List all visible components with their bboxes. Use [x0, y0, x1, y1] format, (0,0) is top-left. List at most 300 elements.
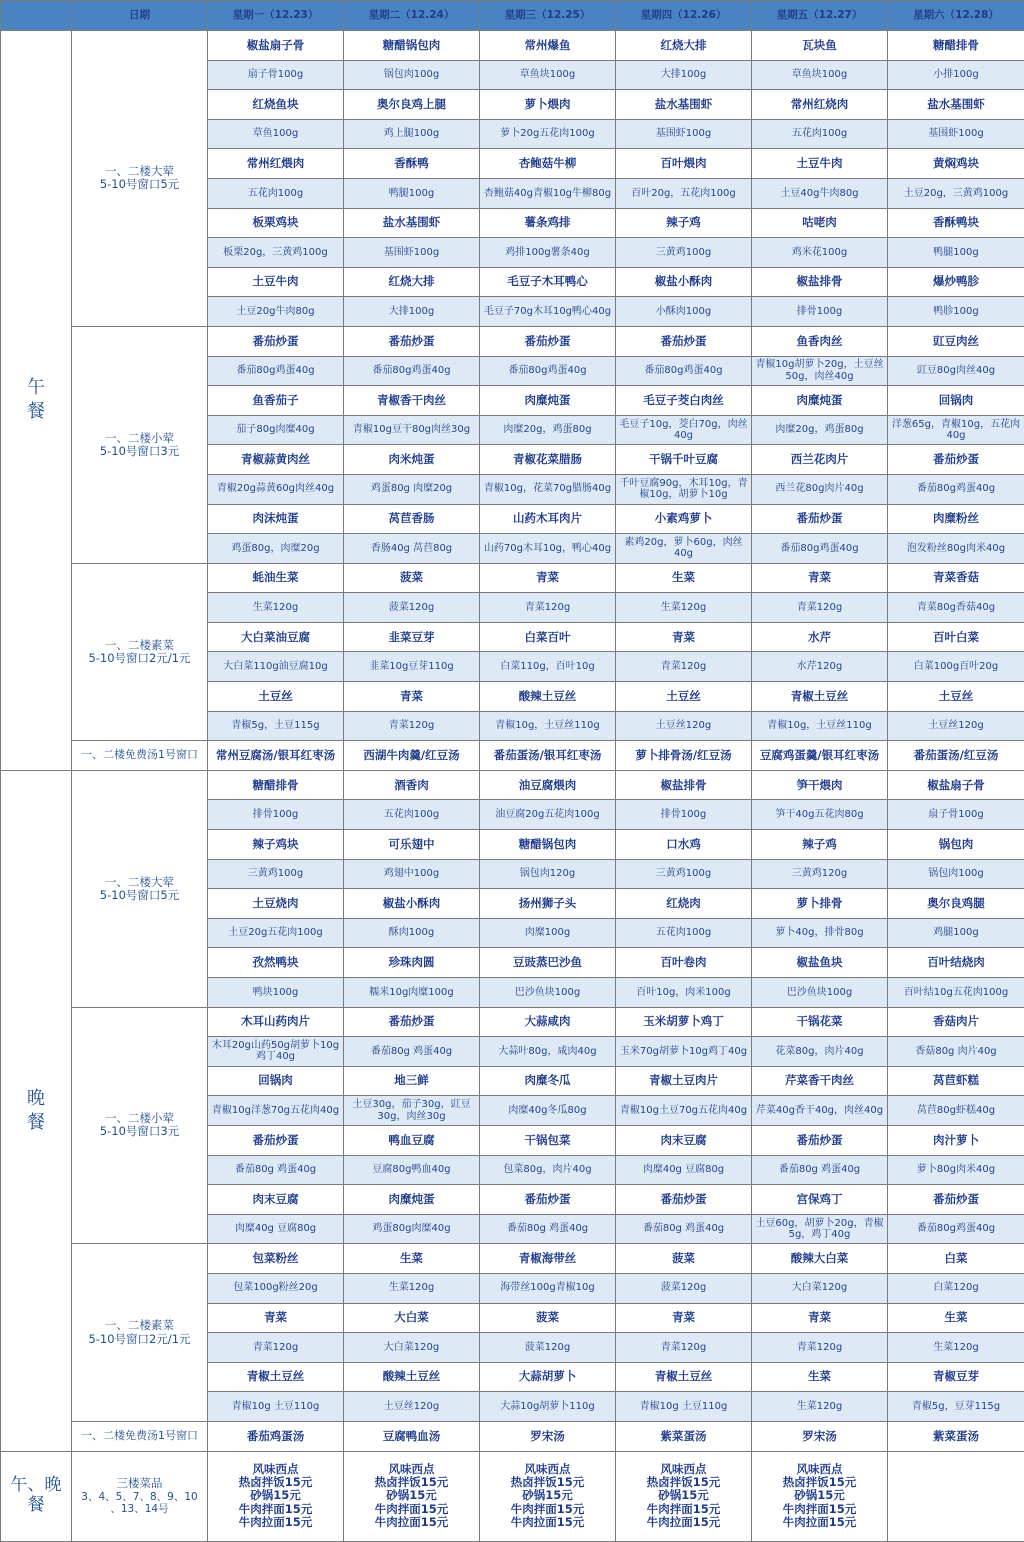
dish-name: 肉糜粉丝: [888, 504, 1024, 534]
soup-category: 一、二楼免费汤1号窗口: [72, 1421, 208, 1451]
dish-ingredients: 草鱼100g: [208, 119, 344, 149]
dish-name: 青菜: [752, 563, 888, 593]
dish-ingredients: 基围虾100g: [344, 238, 480, 268]
third-floor-item: 牛肉拌面15元: [208, 1503, 343, 1516]
dish-name: 椒盐鱼块: [752, 948, 888, 978]
dish-ingredients: 五花肉100g: [752, 119, 888, 149]
dish-name: 番茄炒蛋: [616, 326, 752, 356]
third-floor-item: 风味西点: [480, 1463, 615, 1476]
dish-ingredients: 香肠40g 莴苣80g: [344, 534, 480, 564]
dish-ingredients: 青菜120g: [208, 1333, 344, 1363]
dish-name: 油豆腐煨肉: [480, 770, 616, 800]
dish-name: 回锅肉: [888, 386, 1024, 416]
dish-name: 菠菜: [616, 1244, 752, 1274]
dish-ingredients: 青椒20g蒜黄60g肉丝40g: [208, 474, 344, 504]
dish-ingredients: 白菜120g: [888, 1273, 1024, 1303]
dish-ingredients: 花菜80g，肉片40g: [752, 1037, 888, 1067]
dish-name: 干锅花菜: [752, 1007, 888, 1037]
dish-name: 瓦块鱼: [752, 31, 888, 61]
dish-name: 可乐翅中: [344, 830, 480, 860]
dish-ingredients: 土豆60g，胡萝卜20g，青椒5g，鸡丁40g: [752, 1214, 888, 1244]
dish-ingredients: 笋干40g五花肉80g: [752, 800, 888, 830]
dish-name: 椒盐扇子骨: [208, 31, 344, 61]
dish-ingredients: 番茄80g鸡蛋40g: [888, 1214, 1024, 1244]
dish-ingredients: 生菜120g: [208, 593, 344, 623]
dish-ingredients: 排骨100g: [208, 800, 344, 830]
soup-item: 罗宋汤: [752, 1421, 888, 1451]
dish-name: 毛豆子茭白肉丝: [616, 386, 752, 416]
dish-name: 青椒豆芽: [888, 1362, 1024, 1392]
dish-ingredients: 百叶20g，五花肉100g: [616, 178, 752, 208]
dish-ingredients: 青菜120g: [480, 593, 616, 623]
dish-ingredients: 西兰花80g肉片40g: [752, 474, 888, 504]
third-floor-item: 牛肉拉面15元: [208, 1516, 343, 1529]
dish-name: 肉糜炖蛋: [480, 386, 616, 416]
dish-ingredients: 青菜120g: [344, 711, 480, 741]
dish-name: 青椒花菜腊肠: [480, 445, 616, 475]
dish-name: 蚝油生菜: [208, 563, 344, 593]
dish-ingredients: 百叶结10g五花肉100g: [888, 978, 1024, 1008]
day-header: 星期五（12.27）: [752, 1, 888, 31]
dish-ingredients: 菠菜120g: [616, 1273, 752, 1303]
dish-name: 莴苣虾糕: [888, 1066, 1024, 1096]
dish-ingredients: 扇子骨100g: [208, 60, 344, 90]
menu-body: [1, 31, 1024, 1542]
dish-ingredients: 青菜120g: [752, 1333, 888, 1363]
dish-ingredients: 青椒10g土豆70g五花肉40g: [616, 1096, 752, 1126]
dish-name: 青椒土豆肉片: [616, 1066, 752, 1096]
dish-ingredients: 番茄80g 鸡蛋40g: [208, 1155, 344, 1185]
dish-name: 肉汁萝卜: [888, 1125, 1024, 1155]
dish-name: 青椒土豆丝: [208, 1362, 344, 1392]
third-floor-item: 风味西点: [208, 1463, 343, 1476]
dish-ingredients: 锅包肉120g: [480, 859, 616, 889]
dish-name: 辣子鸡: [616, 208, 752, 238]
dish-ingredients: 锅包肉100g: [888, 859, 1024, 889]
dish-ingredients: 青菜120g: [616, 1333, 752, 1363]
dish-ingredients: 韭菜10g豆芽110g: [344, 652, 480, 682]
day-header: 星期四（12.26）: [616, 1, 752, 31]
dish-ingredients: 番茄80g鸡蛋40g: [752, 534, 888, 564]
third-floor-category-line: 、13、14号: [72, 1503, 207, 1515]
both-label-line: 午、晚: [1, 1476, 71, 1496]
dish-name: 白菜百叶: [480, 622, 616, 652]
third-floor-category-line: 三楼菜品: [72, 1477, 207, 1490]
dish-name: 水芹: [752, 622, 888, 652]
dish-name: 青椒香干肉丝: [344, 386, 480, 416]
dish-name: 糖醋排骨: [208, 770, 344, 800]
dish-name: 爆炒鸭胗: [888, 267, 1024, 297]
dish-name: 红烧大排: [344, 267, 480, 297]
dish-name: 玉米胡萝卜鸡丁: [616, 1007, 752, 1037]
third-floor-item: 热卤拌饭15元: [208, 1476, 343, 1489]
dish-ingredients: 青椒10g胡萝卜20g，土豆丝50g，肉丝40g: [752, 356, 888, 386]
category-cell: [72, 31, 208, 327]
dish-ingredients: 油豆腐20g五花肉100g: [480, 800, 616, 830]
dish-ingredients: 土豆丝120g: [616, 711, 752, 741]
third-floor-item: 风味西点: [616, 1463, 751, 1476]
dish-ingredients: 排骨100g: [616, 800, 752, 830]
dish-ingredients: 鸭腿100g: [888, 238, 1024, 268]
dish-name: 奥尔良鸡上腿: [344, 90, 480, 120]
dish-ingredients: 土豆20g牛肉80g: [208, 297, 344, 327]
dish-name: 百叶白菜: [888, 622, 1024, 652]
dish-ingredients: 青椒10g，花菜70g腊肠40g: [480, 474, 616, 504]
dish-name: 肉末豆腐: [616, 1125, 752, 1155]
dish-ingredients: 肉糜40g 豆腐80g: [208, 1214, 344, 1244]
dish-ingredients: 鸭块100g: [208, 978, 344, 1008]
dish-name: 糖醋锅包肉: [480, 830, 616, 860]
dish-name: 肉糜冬瓜: [480, 1066, 616, 1096]
dish-name: 盐水基围虾: [616, 90, 752, 120]
date-header: 日期: [72, 1, 208, 31]
dish-name: 大白菜油豆腐: [208, 622, 344, 652]
dish-name: 生菜: [616, 563, 752, 593]
dish-ingredients: 山药70g木耳10g，鸭心40g: [480, 534, 616, 564]
soup-item: 萝卜排骨汤/红豆汤: [616, 741, 752, 771]
dish-ingredients: 基围虾100g: [888, 119, 1024, 149]
dish-ingredients: 巴沙鱼块100g: [752, 978, 888, 1008]
dish-name: 青菜: [208, 1303, 344, 1333]
dish-row: [1, 31, 1024, 61]
dish-row: [1, 1244, 1024, 1274]
third-floor-items: [344, 1451, 480, 1541]
dish-name: 菠菜: [344, 563, 480, 593]
dish-ingredients: 生菜120g: [888, 1333, 1024, 1363]
dish-ingredients: 茄子80g肉糜40g: [208, 415, 344, 445]
dish-ingredients: 青椒10g 土豆110g: [616, 1392, 752, 1422]
dish-ingredients: 生菜120g: [752, 1392, 888, 1422]
empty-cell: [888, 1451, 1024, 1541]
dish-ingredients: 三黄鸡100g: [208, 859, 344, 889]
dish-ingredients: 莴苣80g虾糕40g: [888, 1096, 1024, 1126]
dish-name: 番茄炒蛋: [888, 445, 1024, 475]
dish-ingredients: 小酥肉100g: [616, 297, 752, 327]
soup-item: 番茄鸡蛋汤: [208, 1421, 344, 1451]
dish-ingredients: 番茄80g鸡蛋40g: [480, 356, 616, 386]
dish-ingredients: 五花肉100g: [616, 918, 752, 948]
meal-label-text: 晚餐: [24, 1087, 48, 1135]
dish-ingredients: 豆腐80g鸭血40g: [344, 1155, 480, 1185]
dish-ingredients: 鸡翅中100g: [344, 859, 480, 889]
third-floor-item: 砂锅15元: [480, 1489, 615, 1502]
dish-ingredients: 土豆丝120g: [344, 1392, 480, 1422]
dish-ingredients: 大蒜叶80g，咸肉40g: [480, 1037, 616, 1067]
dish-ingredients: 大白菜120g: [344, 1333, 480, 1363]
dish-ingredients: 巴沙鱼块100g: [480, 978, 616, 1008]
soup-row: [1, 1421, 1024, 1451]
third-floor-item: 热卤拌饭15元: [344, 1476, 479, 1489]
soup-item: 紫菜蛋汤: [888, 1421, 1024, 1451]
dish-name: 番茄炒蛋: [344, 326, 480, 356]
dish-name: 大白菜: [344, 1303, 480, 1333]
dish-ingredients: 杏鲍菇40g青椒10g牛柳80g: [480, 178, 616, 208]
dish-ingredients: 毛豆子70g木耳10g鸭心40g: [480, 297, 616, 327]
dish-name: 青菜: [344, 682, 480, 712]
dish-ingredients: 青椒10g洋葱70g五花肉40g: [208, 1096, 344, 1126]
dish-ingredients: 芹菜40g香干40g，肉丝40g: [752, 1096, 888, 1126]
dish-name: 肉末豆腐: [208, 1185, 344, 1215]
dish-name: 锅包肉: [888, 830, 1024, 860]
third-floor-items: [616, 1451, 752, 1541]
dish-name: 糖醋锅包肉: [344, 31, 480, 61]
category-line: 5-10号窗口5元: [72, 178, 207, 191]
dish-name: 百叶卷肉: [616, 948, 752, 978]
category-cell: [72, 1244, 208, 1422]
third-floor-item: 牛肉拉面15元: [344, 1516, 479, 1529]
soup-item: 番茄蛋汤/银耳红枣汤: [480, 741, 616, 771]
dish-ingredients: 土豆丝120g: [888, 711, 1024, 741]
dish-name: 回锅肉: [208, 1066, 344, 1096]
dish-name: 土豆牛肉: [208, 267, 344, 297]
dish-ingredients: 萝卜80g肉米40g: [888, 1155, 1024, 1185]
dish-name: 板栗鸡块: [208, 208, 344, 238]
category-cell: [72, 770, 208, 1007]
third-floor-item: 牛肉拌面15元: [480, 1503, 615, 1516]
dish-name: 椒盐排骨: [616, 770, 752, 800]
dish-ingredients: 鸡排100g薯条40g: [480, 238, 616, 268]
third-floor-item: 牛肉拉面15元: [480, 1516, 615, 1529]
dish-ingredients: 洋葱65g，青椒10g，五花肉40g: [888, 415, 1024, 445]
dish-ingredients: 鸡腿100g: [888, 918, 1024, 948]
third-floor-items: [752, 1451, 888, 1541]
soup-item: 罗宋汤: [480, 1421, 616, 1451]
third-floor-item: 砂锅15元: [616, 1489, 751, 1502]
category-cell: [72, 1007, 208, 1244]
dish-name: 盐水基围虾: [888, 90, 1024, 120]
dish-row: [1, 1007, 1024, 1037]
dish-ingredients: 菠菜120g: [344, 593, 480, 623]
dish-name: 番茄炒蛋: [752, 1125, 888, 1155]
dish-name: 大蒜胡萝卜: [480, 1362, 616, 1392]
dish-ingredients: 番茄80g 鸡蛋40g: [616, 1214, 752, 1244]
dish-name: 香菇肉片: [888, 1007, 1024, 1037]
dish-ingredients: 土豆30g，茄子30g，豇豆30g，肉丝30g: [344, 1096, 480, 1126]
dish-name: 辣子鸡: [752, 830, 888, 860]
dish-name: 珍珠肉圆: [344, 948, 480, 978]
category-line: 5-10号窗口3元: [72, 1125, 207, 1138]
dish-name: 香酥鸭: [344, 149, 480, 179]
dish-ingredients: 糯米10g肉糜100g: [344, 978, 480, 1008]
dish-name: 豇豆肉丝: [888, 326, 1024, 356]
dish-ingredients: 包菜100g粉丝20g: [208, 1273, 344, 1303]
dish-name: 扬州狮子头: [480, 889, 616, 919]
dish-ingredients: 番茄80g 鸡蛋40g: [344, 1037, 480, 1067]
dish-name: 青椒海带丝: [480, 1244, 616, 1274]
dish-name: 土豆牛肉: [752, 149, 888, 179]
third-floor-item: 风味西点: [344, 1463, 479, 1476]
dish-row: [1, 326, 1024, 356]
dish-name: 干锅千叶豆腐: [616, 445, 752, 475]
dish-ingredients: 草鱼块100g: [480, 60, 616, 90]
dish-name: 青菜香菇: [888, 563, 1024, 593]
dish-ingredients: 肉糜40g 豆腐80g: [616, 1155, 752, 1185]
dish-ingredients: 肉糜100g: [480, 918, 616, 948]
dish-name: 常州红烧肉: [752, 90, 888, 120]
third-floor-item: 牛肉拉面15元: [616, 1516, 751, 1529]
dish-name: 生菜: [752, 1362, 888, 1392]
dish-name: 番茄炒蛋: [208, 1125, 344, 1155]
dish-ingredients: 泡发粉丝80g肉米40g: [888, 534, 1024, 564]
dish-name: 番茄炒蛋: [888, 1185, 1024, 1215]
dish-name: 毛豆子木耳鸭心: [480, 267, 616, 297]
dish-ingredients: 青椒10g 土豆110g: [208, 1392, 344, 1422]
corner-cell: [1, 1, 72, 31]
dish-ingredients: 素鸡20g，萝卜60g，肉丝40g: [616, 534, 752, 564]
dish-name: 芹菜香干肉丝: [752, 1066, 888, 1096]
dish-name: 肉沫炖蛋: [208, 504, 344, 534]
third-floor-item: 热卤拌饭15元: [616, 1476, 751, 1489]
dish-name: 常州红煨肉: [208, 149, 344, 179]
dish-ingredients: 萝卜40g，排骨80g: [752, 918, 888, 948]
both-label-line: 餐: [1, 1496, 71, 1516]
day-header: 星期二（12.24）: [344, 1, 480, 31]
dish-name: 酸辣土豆丝: [480, 682, 616, 712]
dish-ingredients: 白菜100g百叶20g: [888, 652, 1024, 682]
third-floor-item: 牛肉拉面15元: [752, 1516, 887, 1529]
dish-ingredients: 青椒5g，豆芽115g: [888, 1392, 1024, 1422]
dish-name: 孜然鸭块: [208, 948, 344, 978]
dish-name: 青椒土豆丝: [752, 682, 888, 712]
dish-name: 土豆丝: [208, 682, 344, 712]
dish-ingredients: 生菜120g: [344, 1273, 480, 1303]
category-line: 一、二楼小荤: [72, 432, 207, 445]
dish-ingredients: 包菜80g，肉片40g: [480, 1155, 616, 1185]
dish-ingredients: 酥肉100g: [344, 918, 480, 948]
dish-name: 木耳山药肉片: [208, 1007, 344, 1037]
dish-ingredients: 玉米70g胡萝卜10g鸡丁40g: [616, 1037, 752, 1067]
dish-row: [1, 563, 1024, 593]
dish-name: 豆豉蒸巴沙鱼: [480, 948, 616, 978]
dish-name: 莴苣香肠: [344, 504, 480, 534]
dish-name: 山药木耳肉片: [480, 504, 616, 534]
category-line: 5-10号窗口3元: [72, 445, 207, 458]
category-line: 一、二楼大荤: [72, 876, 207, 889]
dish-ingredients: 青椒10g，土豆丝110g: [752, 711, 888, 741]
dish-ingredients: 大白菜120g: [752, 1273, 888, 1303]
dish-ingredients: 排骨100g: [752, 297, 888, 327]
dish-name: 盐水基围虾: [344, 208, 480, 238]
dish-ingredients: 番茄80g鸡蛋40g: [344, 356, 480, 386]
category-line: 一、二楼素菜: [72, 1319, 207, 1332]
dish-name: 酒香肉: [344, 770, 480, 800]
dish-name: 辣子鸡块: [208, 830, 344, 860]
dish-name: 土豆丝: [616, 682, 752, 712]
dish-name: 生菜: [888, 1303, 1024, 1333]
third-floor-item: 牛肉拌面15元: [616, 1503, 751, 1516]
third-floor-item: 砂锅15元: [752, 1489, 887, 1502]
dish-ingredients: 青菜80g香菇40g: [888, 593, 1024, 623]
dish-ingredients: 土豆20g五花肉100g: [208, 918, 344, 948]
third-floor-category: [72, 1451, 208, 1541]
dish-ingredients: 番茄80g鸡蛋40g: [888, 474, 1024, 504]
dish-ingredients: 五花肉100g: [208, 178, 344, 208]
dish-name: 香酥鸭块: [888, 208, 1024, 238]
dish-name: 宫保鸡丁: [752, 1185, 888, 1215]
dish-name: 大蒜咸肉: [480, 1007, 616, 1037]
dish-ingredients: 大排100g: [344, 297, 480, 327]
dish-name: 肉糜炖蛋: [344, 1185, 480, 1215]
dish-name: 青菜: [616, 1303, 752, 1333]
dish-ingredients: 番茄80g 鸡蛋40g: [480, 1214, 616, 1244]
third-floor-item: 风味西点: [752, 1463, 887, 1476]
dish-ingredients: 番茄80g鸡蛋40g: [208, 356, 344, 386]
dish-ingredients: 萝卜20g五花肉100g: [480, 119, 616, 149]
dish-name: 常州爆鱼: [480, 31, 616, 61]
dish-name: 青菜: [616, 622, 752, 652]
dish-name: 椒盐小酥肉: [344, 889, 480, 919]
dish-ingredients: 青菜120g: [752, 593, 888, 623]
dish-name: 土豆丝: [888, 682, 1024, 712]
dish-name: 萝卜排骨: [752, 889, 888, 919]
dish-name: 薯条鸡排: [480, 208, 616, 238]
soup-item: 紫菜蛋汤: [616, 1421, 752, 1451]
dish-name: 咕咾肉: [752, 208, 888, 238]
dish-row: [1, 770, 1024, 800]
header-row: [1, 1, 1024, 31]
soup-item: 西湖牛肉羹/红豆汤: [344, 741, 480, 771]
third-floor-item: 牛肉拌面15元: [752, 1503, 887, 1516]
category-line: 一、二楼小荤: [72, 1112, 207, 1125]
dish-ingredients: 肉糜20g，鸡蛋80g: [480, 415, 616, 445]
dish-name: 番茄炒蛋: [616, 1185, 752, 1215]
soup-item: 番茄蛋汤/红豆汤: [888, 741, 1024, 771]
dish-ingredients: 草鱼块100g: [752, 60, 888, 90]
category-line: 5-10号窗口2元/1元: [72, 1333, 207, 1346]
third-floor-item: 热卤拌饭15元: [752, 1476, 887, 1489]
dish-ingredients: 三黄鸡100g: [616, 238, 752, 268]
dish-name: 黄焖鸡块: [888, 149, 1024, 179]
dish-name: 奥尔良鸡腿: [888, 889, 1024, 919]
both-meal-label: [1, 1451, 72, 1541]
dish-ingredients: 豇豆80g肉丝40g: [888, 356, 1024, 386]
dish-ingredients: 鸡米花100g: [752, 238, 888, 268]
category-line: 一、二楼素菜: [72, 639, 207, 652]
dish-name: 百叶结烧肉: [888, 948, 1024, 978]
third-floor-items: [480, 1451, 616, 1541]
dish-ingredients: 鸡蛋80g 肉糜20g: [344, 474, 480, 504]
day-header: 星期六（12.28）: [888, 1, 1024, 31]
dish-name: 西兰花肉片: [752, 445, 888, 475]
dish-name: 土豆烧肉: [208, 889, 344, 919]
dish-name: 干锅包菜: [480, 1125, 616, 1155]
dish-ingredients: 白菜110g，百叶10g: [480, 652, 616, 682]
dish-ingredients: 青椒5g，土豆115g: [208, 711, 344, 741]
dish-name: 萝卜煨肉: [480, 90, 616, 120]
dish-ingredients: 五花肉100g: [344, 800, 480, 830]
dish-ingredients: 土豆40g牛肉80g: [752, 178, 888, 208]
meal-label-text: 午餐: [24, 376, 48, 424]
dish-ingredients: 毛豆子10g，茭白70g，肉丝40g: [616, 415, 752, 445]
third-floor-item: 砂锅15元: [344, 1489, 479, 1502]
category-cell: [72, 563, 208, 741]
category-cell: [72, 326, 208, 563]
dinner-meal-label: [1, 770, 72, 1451]
dish-name: 青菜: [752, 1303, 888, 1333]
dish-name: 椒盐扇子骨: [888, 770, 1024, 800]
dish-ingredients: 大排100g: [616, 60, 752, 90]
dish-name: 口水鸡: [616, 830, 752, 860]
dish-name: 番茄炒蛋: [480, 326, 616, 356]
category-line: 5-10号窗口2元/1元: [72, 652, 207, 665]
dish-name: 番茄炒蛋: [752, 504, 888, 534]
dish-ingredients: 鸡上腿100g: [344, 119, 480, 149]
dish-ingredients: 土豆20g，三黄鸡100g: [888, 178, 1024, 208]
dish-name: 椒盐排骨: [752, 267, 888, 297]
dish-ingredients: 肉糜40g冬瓜80g: [480, 1096, 616, 1126]
third-floor-row: [1, 1451, 1024, 1541]
soup-item: 豆腐鸭血汤: [344, 1421, 480, 1451]
